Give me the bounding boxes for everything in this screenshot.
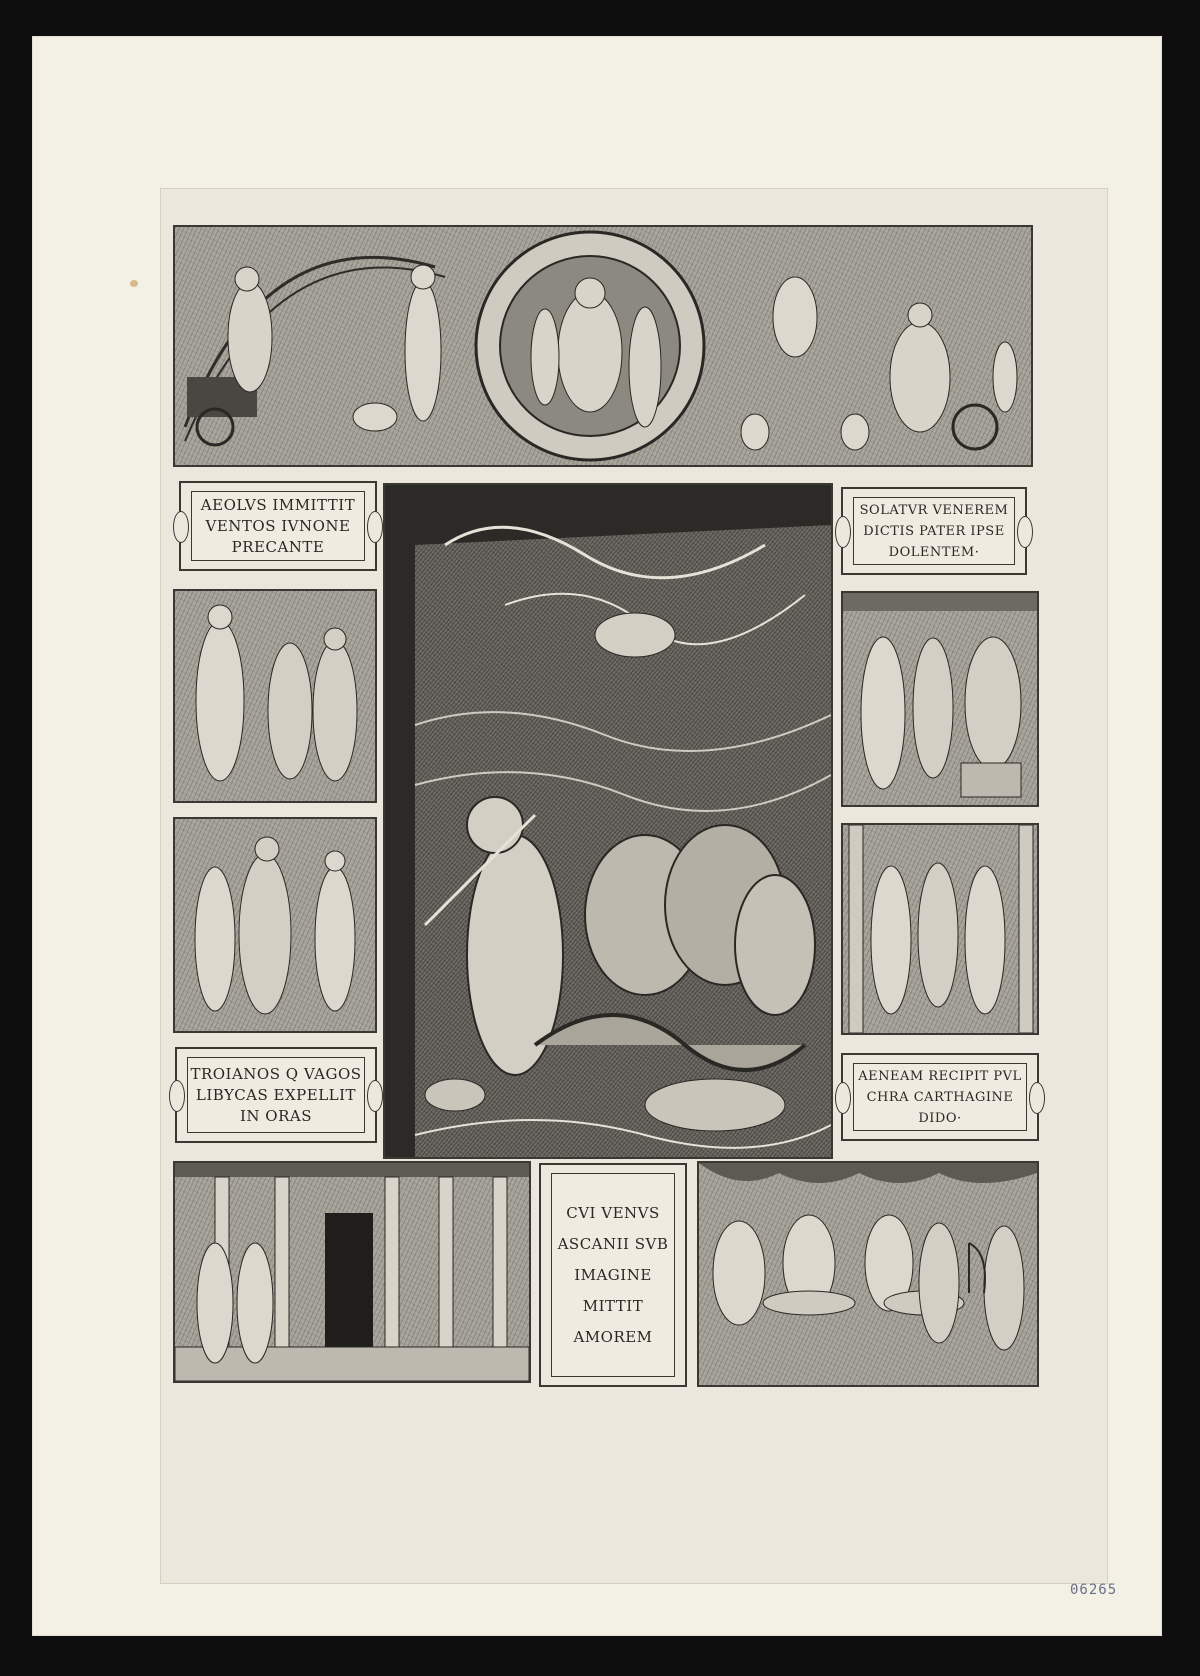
cartouche-venus-line-2: ASCANII SVB bbox=[557, 1234, 669, 1253]
left-scene-1-figures bbox=[175, 591, 375, 801]
cartouche-venus-line-3: IMAGINE bbox=[574, 1265, 652, 1284]
right-scene-2-figures bbox=[843, 825, 1037, 1033]
cartouche-notch bbox=[173, 511, 189, 543]
neptune-scene-figures bbox=[385, 485, 831, 1157]
cartouche-solatur-frame bbox=[853, 497, 1015, 565]
engraving-plate bbox=[160, 188, 1108, 1584]
cartouche-aeneam bbox=[841, 1053, 1039, 1141]
cartouche-solatur-line-3: DOLENTEM· bbox=[888, 544, 980, 560]
cartouche-aeolus-line-3: PRECANTE bbox=[231, 537, 325, 556]
cartouche-notch bbox=[835, 1082, 851, 1114]
cartouche-venus-line-5: AMOREM bbox=[573, 1327, 653, 1346]
left-scene-aeolus-winds bbox=[173, 589, 377, 803]
cartouche-aeolus bbox=[179, 481, 377, 571]
cartouche-aeolus-frame bbox=[191, 491, 365, 561]
temple-figures bbox=[175, 1163, 529, 1381]
center-neptune-storm-scene bbox=[383, 483, 833, 1159]
cartouche-aeolus-line-1: AEOLVS IMMITTIT bbox=[200, 495, 356, 514]
cartouche-venus bbox=[539, 1163, 687, 1387]
cartouche-venus-line-4: MITTIT bbox=[582, 1296, 644, 1315]
cartouche-solatur-line-1: SOLATVR VENEREM bbox=[859, 502, 1009, 518]
right-scene-women-colonnade bbox=[841, 823, 1039, 1035]
foxing-spot bbox=[130, 280, 138, 287]
cartouche-notch bbox=[1029, 1082, 1045, 1114]
top-frieze-olympus-scene bbox=[173, 225, 1033, 467]
cartouche-aeneam-frame bbox=[853, 1063, 1027, 1131]
cartouche-troianos bbox=[175, 1047, 377, 1143]
cartouche-notch bbox=[1017, 516, 1033, 548]
bottom-scene-temple-of-juno bbox=[173, 1161, 531, 1383]
cartouche-solatur bbox=[841, 487, 1027, 575]
bottom-scene-dido-banquet bbox=[697, 1161, 1039, 1387]
left-scene-2-figures bbox=[175, 819, 375, 1031]
cartouche-aeneam-line-3: DIDO· bbox=[918, 1110, 962, 1126]
cartouche-aeolus-line-2: VENTOS IVNONE bbox=[205, 516, 351, 535]
cartouche-notch bbox=[169, 1080, 185, 1112]
right-scene-1-figures bbox=[843, 593, 1037, 805]
cartouche-aeneam-line-2: CHRA CARTHAGINE bbox=[866, 1089, 1014, 1105]
cartouche-troianos-line-3: IN ORAS bbox=[239, 1106, 313, 1125]
cartouche-notch bbox=[835, 516, 851, 548]
cartouche-aeneam-line-1: AENEAM RECIPIT PVL bbox=[858, 1068, 1022, 1084]
cartouche-venus-frame bbox=[551, 1173, 675, 1377]
right-scene-dido-court bbox=[841, 591, 1039, 807]
cartouche-venus-line-1: CVI VENVS bbox=[566, 1203, 660, 1222]
collection-stamp: 06265 bbox=[1070, 1582, 1118, 1598]
top-frieze-figures bbox=[175, 227, 1031, 465]
cartouche-notch bbox=[367, 1080, 383, 1112]
left-scene-venus-aeneas bbox=[173, 817, 377, 1033]
paper-sheet bbox=[32, 36, 1162, 1636]
cartouche-troianos-line-1: TROIANOS Q VAGOS bbox=[190, 1064, 362, 1083]
cartouche-troianos-frame bbox=[187, 1057, 365, 1133]
cartouche-troianos-line-2: LIBYCAS EXPELLIT bbox=[195, 1085, 357, 1104]
cartouche-notch bbox=[367, 511, 383, 543]
banquet-figures bbox=[699, 1163, 1037, 1385]
cartouche-solatur-line-2: DICTIS PATER IPSE bbox=[863, 523, 1005, 539]
